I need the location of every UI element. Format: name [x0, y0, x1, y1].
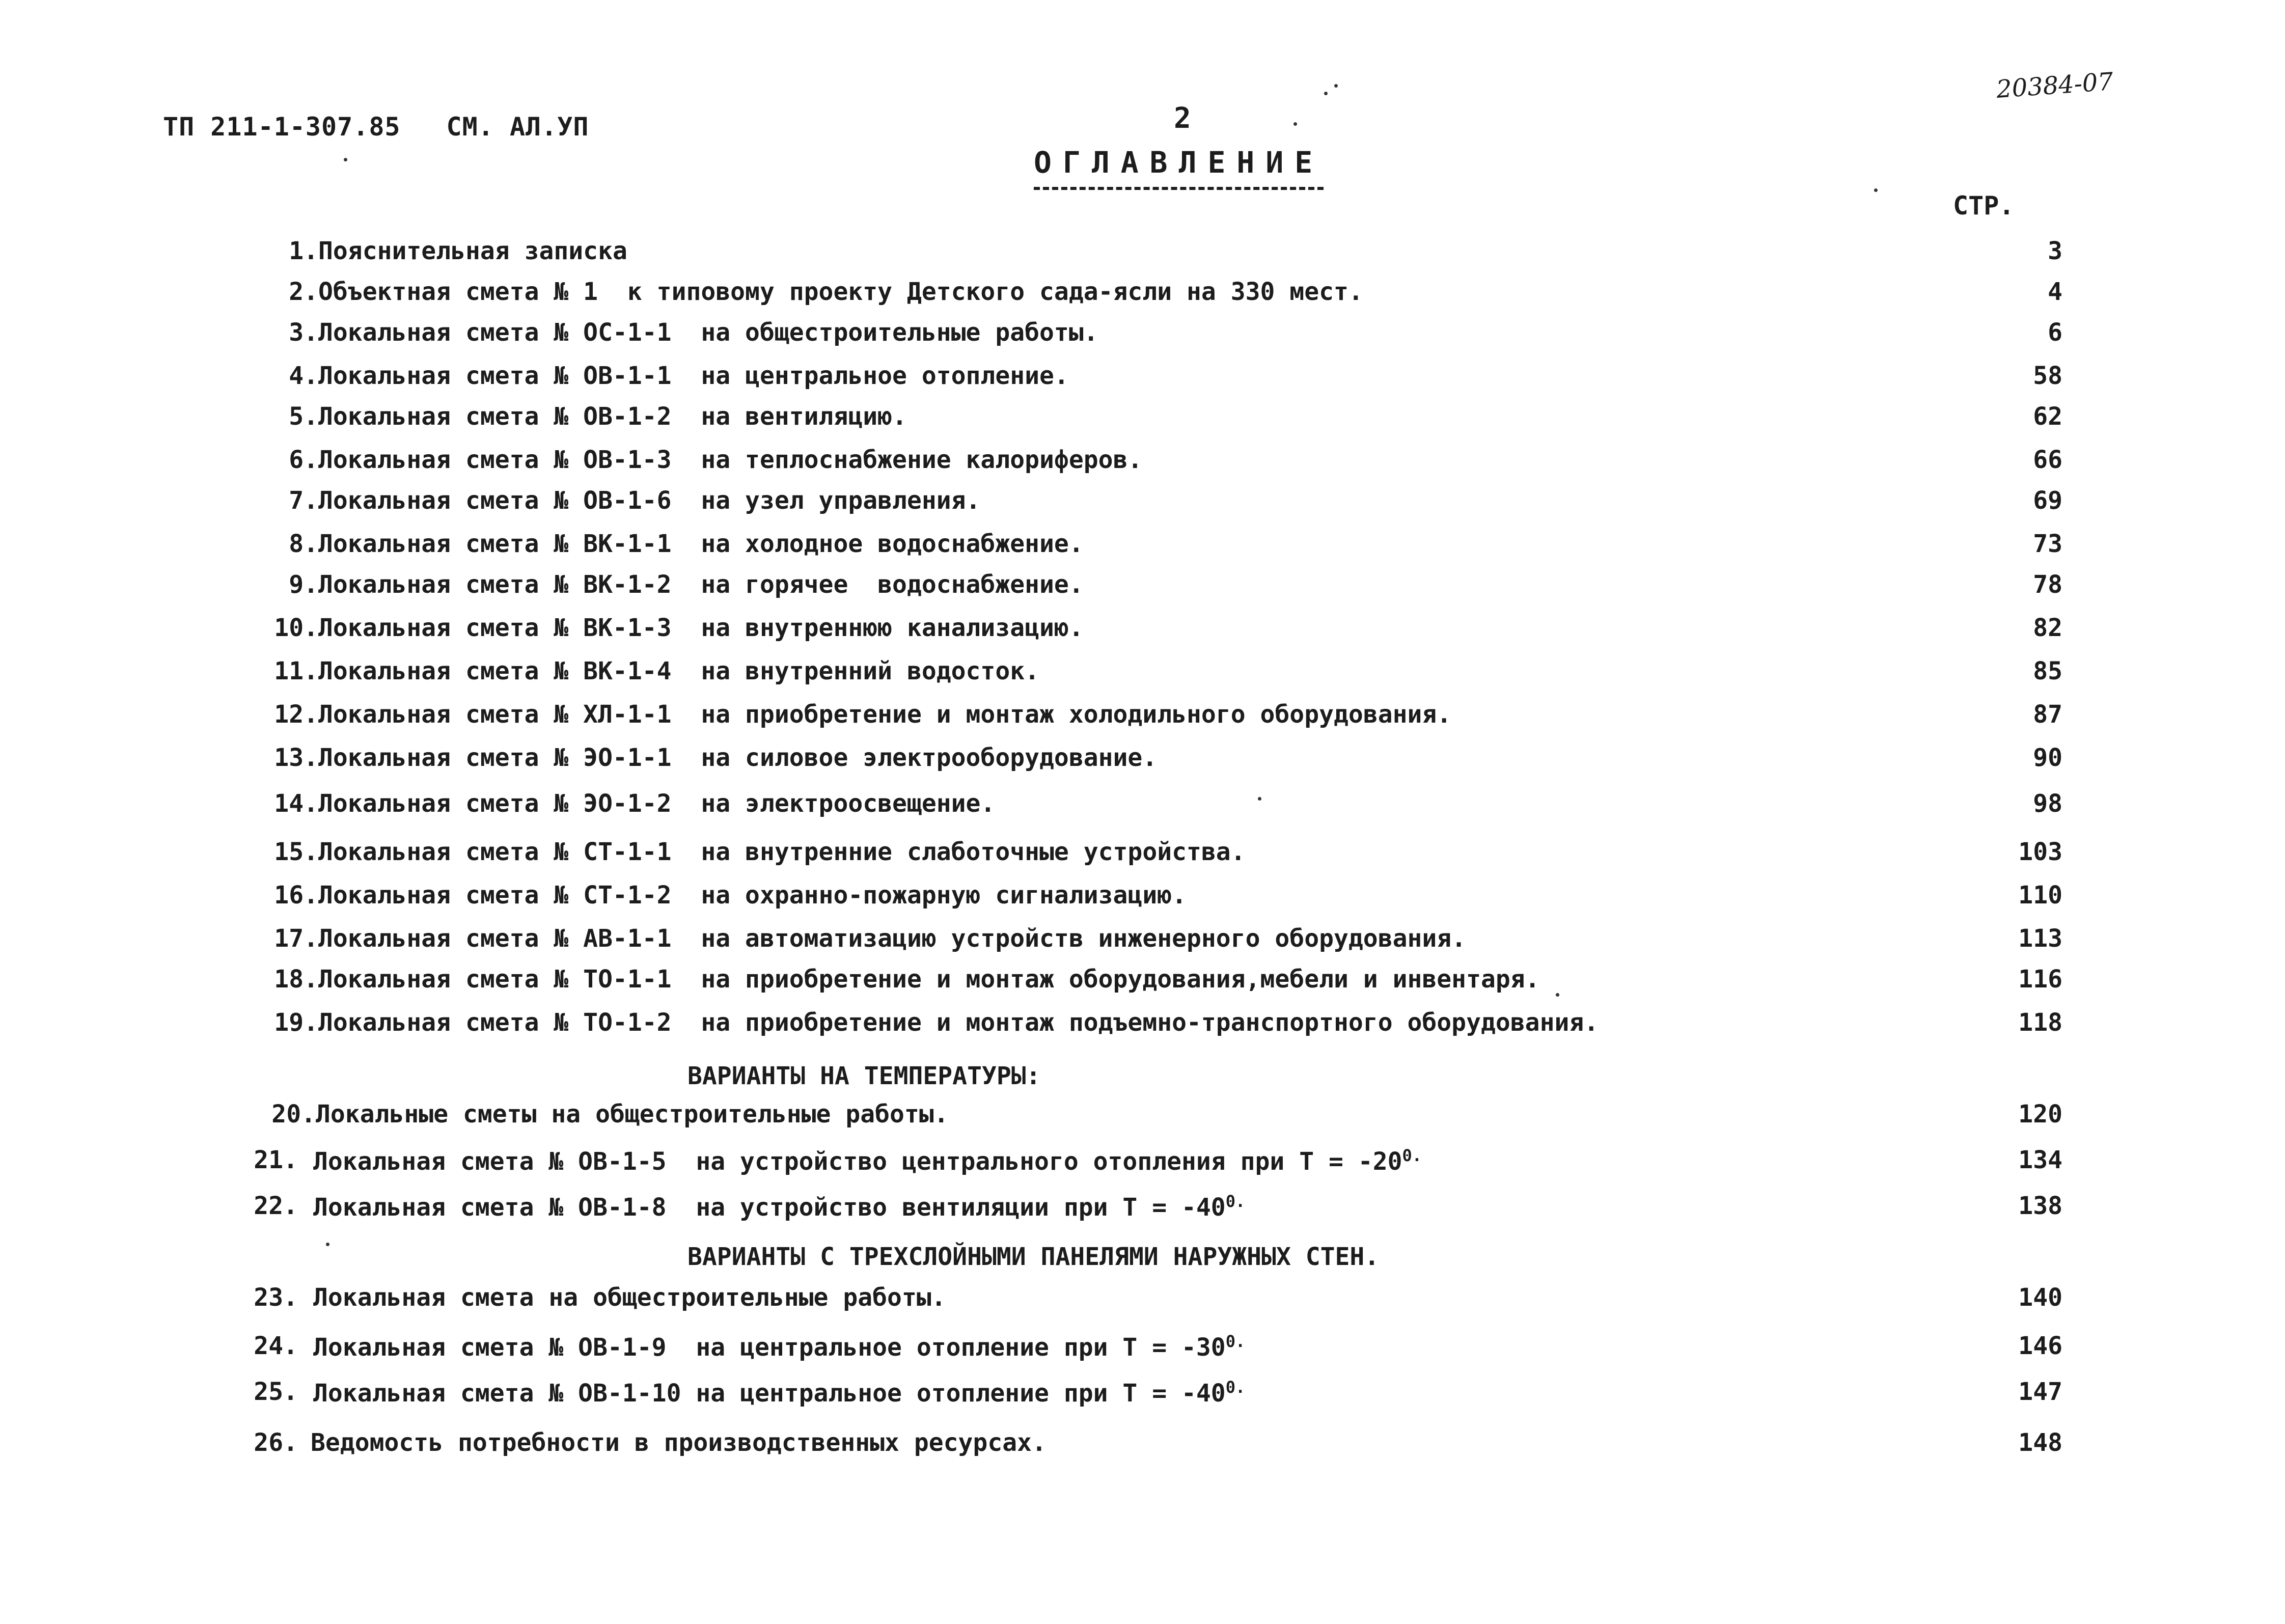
- archive-stamp: 20384-07: [1995, 67, 2114, 104]
- section-heading-temperature: ВАРИАНТЫ НА ТЕМПЕРАТУРЫ:: [687, 1062, 1041, 1090]
- toc-row-title: [318, 278, 1363, 306]
- toc-row-number: 6.: [289, 446, 318, 474]
- toc-row-number: 1.: [289, 237, 318, 265]
- toc-row-title: [318, 237, 627, 265]
- toc-row-title-text: Локальная смета № ЭО-1-1 на силовое электрооборудование.: [318, 744, 1158, 772]
- toc-row-title-text: Локальная смета № ОВ-1-8 на устройство вентиляции при Т = -40: [313, 1193, 1226, 1222]
- scan-speck: [344, 158, 347, 161]
- scan-speck: [1258, 797, 1261, 801]
- toc-row-page: 120: [2018, 1100, 2062, 1128]
- toc-row-number: 22.: [254, 1192, 298, 1220]
- toc-row-title-text: Локальная смета № ВК-1-1 на холодное водоснабжение.: [318, 530, 1084, 558]
- toc-row: [0, 789, 2285, 825]
- toc-row-page: 85: [2033, 657, 2062, 685]
- toc-row-page: 146: [2018, 1332, 2062, 1360]
- toc-row: [0, 1008, 2285, 1044]
- toc-row-page: 62: [2033, 402, 2062, 431]
- toc-row: [0, 744, 2285, 779]
- toc-row: [0, 965, 2285, 1001]
- toc-row-number: 23.: [254, 1283, 298, 1312]
- toc-row-number: 16.: [274, 881, 318, 910]
- toc-row-number: 9.: [289, 570, 318, 599]
- toc-row-page: 90: [2033, 744, 2062, 772]
- toc-row-number: 20.: [271, 1100, 316, 1128]
- toc-row-page: 73: [2033, 530, 2062, 558]
- toc-row-page: 82: [2033, 614, 2062, 642]
- toc-row: [0, 657, 2285, 693]
- toc-row-number: 15.: [274, 838, 318, 866]
- toc-row-number: 19.: [274, 1008, 318, 1037]
- toc-row: [0, 362, 2285, 397]
- toc-row-title: [318, 318, 1098, 347]
- toc-row: [0, 838, 2285, 873]
- page-column-label: СТР.: [1953, 191, 2015, 221]
- toc-row-title: [318, 402, 907, 431]
- toc-row-page: 3: [2048, 237, 2062, 265]
- toc-row: [0, 318, 2285, 354]
- page-number: 2: [1174, 102, 1191, 135]
- toc-row-page: 138: [2018, 1192, 2062, 1220]
- page-title: ОГЛАВЛЕНИЕ: [1034, 145, 1324, 190]
- toc-row: [0, 278, 2285, 313]
- toc-row: [0, 1146, 2285, 1181]
- toc-row: [0, 1283, 2285, 1319]
- toc-row: [0, 1100, 2285, 1136]
- scan-speck: [1334, 84, 1338, 88]
- toc-row-title: [318, 486, 980, 515]
- toc-row-title: [311, 1428, 1047, 1457]
- toc-row-number: 2.: [289, 278, 318, 306]
- toc-row-page: 103: [2018, 838, 2062, 866]
- scan-speck: [1874, 188, 1878, 192]
- toc-row-title-text: Локальная смета № АВ-1-1 на автоматизацию устройств инженерного оборудования.: [318, 924, 1467, 953]
- toc-row-number: 21.: [254, 1146, 298, 1174]
- toc-row-title: [318, 1008, 1599, 1037]
- toc-row: [0, 237, 2285, 272]
- toc-row-number: 5.: [289, 402, 318, 431]
- toc-row-number: 7.: [289, 486, 318, 515]
- toc-row: [0, 402, 2285, 438]
- toc-row-page: 87: [2033, 700, 2062, 729]
- toc-row-title-text: Локальная смета № ЭО-1-2 на электроосвещение.: [318, 789, 996, 818]
- toc-row-page: 147: [2018, 1378, 2062, 1406]
- toc-row-title-text: Локальная смета № СТ-1-2 на охранно-пожарную сигнализацию.: [318, 881, 1187, 910]
- toc-row-title: [318, 446, 1142, 474]
- toc-row-page: 6: [2048, 318, 2062, 347]
- degree-mark: 0.: [1225, 1332, 1246, 1351]
- toc-row-page: 58: [2033, 362, 2062, 390]
- toc-row-title-text: Локальная смета № ХЛ-1-1 на приобретение и монтаж холодильного оборудования.: [318, 700, 1452, 729]
- scan-speck: [1556, 993, 1559, 997]
- toc-row: [0, 614, 2285, 649]
- toc-row-title-text: Локальная смета № ОВ-1-2 на вентиляцию.: [318, 402, 907, 431]
- toc-row: [0, 1378, 2285, 1413]
- toc-row-title-text: Локальная смета № ОВ-1-9 на центральное отопление при Т = -30: [313, 1333, 1226, 1362]
- toc-row-title-text: Локальная смета на общестроительные работы.: [313, 1283, 946, 1312]
- toc-row-title: [318, 657, 1039, 685]
- section-heading-three-layer: ВАРИАНТЫ С ТРЕХСЛОЙНЫМИ ПАНЕЛЯМИ НАРУЖНЫХ СТЕН.: [687, 1243, 1380, 1271]
- toc-row-title: [313, 1192, 1245, 1222]
- toc-row-page: 98: [2033, 789, 2062, 818]
- scan-speck: [326, 1243, 329, 1246]
- toc-row-number: 18.: [274, 965, 318, 994]
- toc-row-page: 113: [2018, 924, 2062, 953]
- toc-row-title: [313, 1146, 1422, 1176]
- toc-row-number: 17.: [274, 924, 318, 953]
- toc-row: [0, 530, 2285, 565]
- toc-row-title: [318, 570, 1084, 599]
- toc-row-page: 66: [2033, 446, 2062, 474]
- toc-row-page: 69: [2033, 486, 2062, 515]
- toc-row-title-text: Локальная смета № ВК-1-2 на горячее водоснабжение.: [318, 570, 1084, 599]
- document-code: [163, 112, 589, 142]
- toc-row-page: 116: [2018, 965, 2062, 994]
- toc-row-page: 140: [2018, 1283, 2062, 1312]
- toc-row: [0, 446, 2285, 481]
- toc-row-title: [318, 530, 1084, 558]
- toc-row-number: 14.: [274, 789, 318, 818]
- toc-row-title: [318, 614, 1084, 642]
- toc-row-title: [318, 965, 1540, 994]
- toc-row-title-text: Локальная смета № ОВ-1-3 на теплоснабжение калориферов.: [318, 446, 1143, 474]
- toc-row-title: [318, 744, 1157, 772]
- toc-row-number: 11.: [274, 657, 318, 685]
- toc-row: [0, 700, 2285, 736]
- toc-row-title: [318, 700, 1451, 729]
- toc-row-page: 110: [2018, 881, 2062, 910]
- scan-speck: [1293, 122, 1297, 126]
- toc-row-number: 8.: [289, 530, 318, 558]
- toc-row-title-text: Ведомость потребности в производственных ресурсах.: [311, 1428, 1047, 1457]
- toc-row-number: 3.: [289, 318, 318, 347]
- toc-row: [0, 1192, 2285, 1227]
- toc-row-title-text: Локальные сметы на общестроительные работы.: [316, 1100, 949, 1128]
- toc-row-title: [313, 1332, 1245, 1362]
- toc-row-title: [318, 924, 1466, 953]
- toc-row: [0, 1332, 2285, 1367]
- toc-row-page: 148: [2018, 1428, 2062, 1457]
- toc-row-title-text: Пояснительная записка: [318, 237, 627, 265]
- toc-row: [0, 570, 2285, 606]
- toc-row-number: 26.: [254, 1428, 298, 1457]
- toc-row-number: 24.: [254, 1332, 298, 1360]
- toc-row-title: [316, 1100, 949, 1128]
- toc-row-title-text: Локальная смета № ОВ-1-5 на устройство центрального отопления при Т = -20: [313, 1147, 1402, 1176]
- toc-row-title-text: Локальная смета № ОВ-1-1 на центральное отопление.: [318, 362, 1069, 390]
- toc-row-title-text: Локальная смета № СТ-1-1 на внутренние слаботочные устройства.: [318, 838, 1246, 866]
- toc-row-number: 4.: [289, 362, 318, 390]
- toc-row-title: [313, 1378, 1245, 1408]
- toc-row-title: [318, 789, 995, 818]
- degree-mark: 0.: [1225, 1378, 1246, 1397]
- toc-row-title-text: Локальная смета № ВК-1-3 на внутреннюю канализацию.: [318, 614, 1084, 642]
- degree-mark: 0.: [1402, 1146, 1422, 1165]
- toc-row-page: 134: [2018, 1146, 2062, 1174]
- doc-section: СМ. АЛ.УП: [446, 112, 589, 142]
- toc-row-number: 10.: [274, 614, 318, 642]
- toc-row-title: [318, 362, 1069, 390]
- toc-row-title: [318, 881, 1187, 910]
- toc-row-title-text: Объектная смета № 1 к типовому проекту Детского сада-ясли на 330 мест.: [318, 278, 1363, 306]
- toc-row: [0, 1428, 2285, 1464]
- toc-row-number: 13.: [274, 744, 318, 772]
- degree-mark: 0.: [1225, 1192, 1246, 1211]
- toc-row: [0, 881, 2285, 917]
- toc-row-title-text: Локальная смета № ВК-1-4 на внутренний водосток.: [318, 657, 1040, 685]
- toc-row-title-text: Локальная смета № ОВ-1-10 на центральное отопление при Т = -40: [313, 1379, 1226, 1408]
- toc-row-title-text: Локальная смета № ОС-1-1 на общестроительные работы.: [318, 318, 1098, 347]
- toc-row-title-text: Локальная смета № ТО-1-2 на приобретение и монтаж подъемно-транспортного оборудования.: [318, 1008, 1599, 1037]
- toc-row-number: 12.: [274, 700, 318, 729]
- toc-row-page: 78: [2033, 570, 2062, 599]
- toc-row-title-text: Локальная смета № ОВ-1-6 на узел управления.: [318, 486, 981, 515]
- toc-row: [0, 486, 2285, 522]
- toc-row-page: 4: [2048, 278, 2062, 306]
- toc-row-title-text: Локальная смета № ТО-1-1 на приобретение и монтаж оборудования,мебели и инвентаря.: [318, 965, 1540, 994]
- scan-speck: [1324, 92, 1328, 95]
- toc-row: [0, 924, 2285, 960]
- doc-code: ТП 211-1-307.85: [163, 112, 401, 142]
- toc-row-page: 118: [2018, 1008, 2062, 1037]
- toc-row-title: [318, 838, 1246, 866]
- toc-row-title: [313, 1283, 946, 1312]
- toc-row-number: 25.: [254, 1378, 298, 1406]
